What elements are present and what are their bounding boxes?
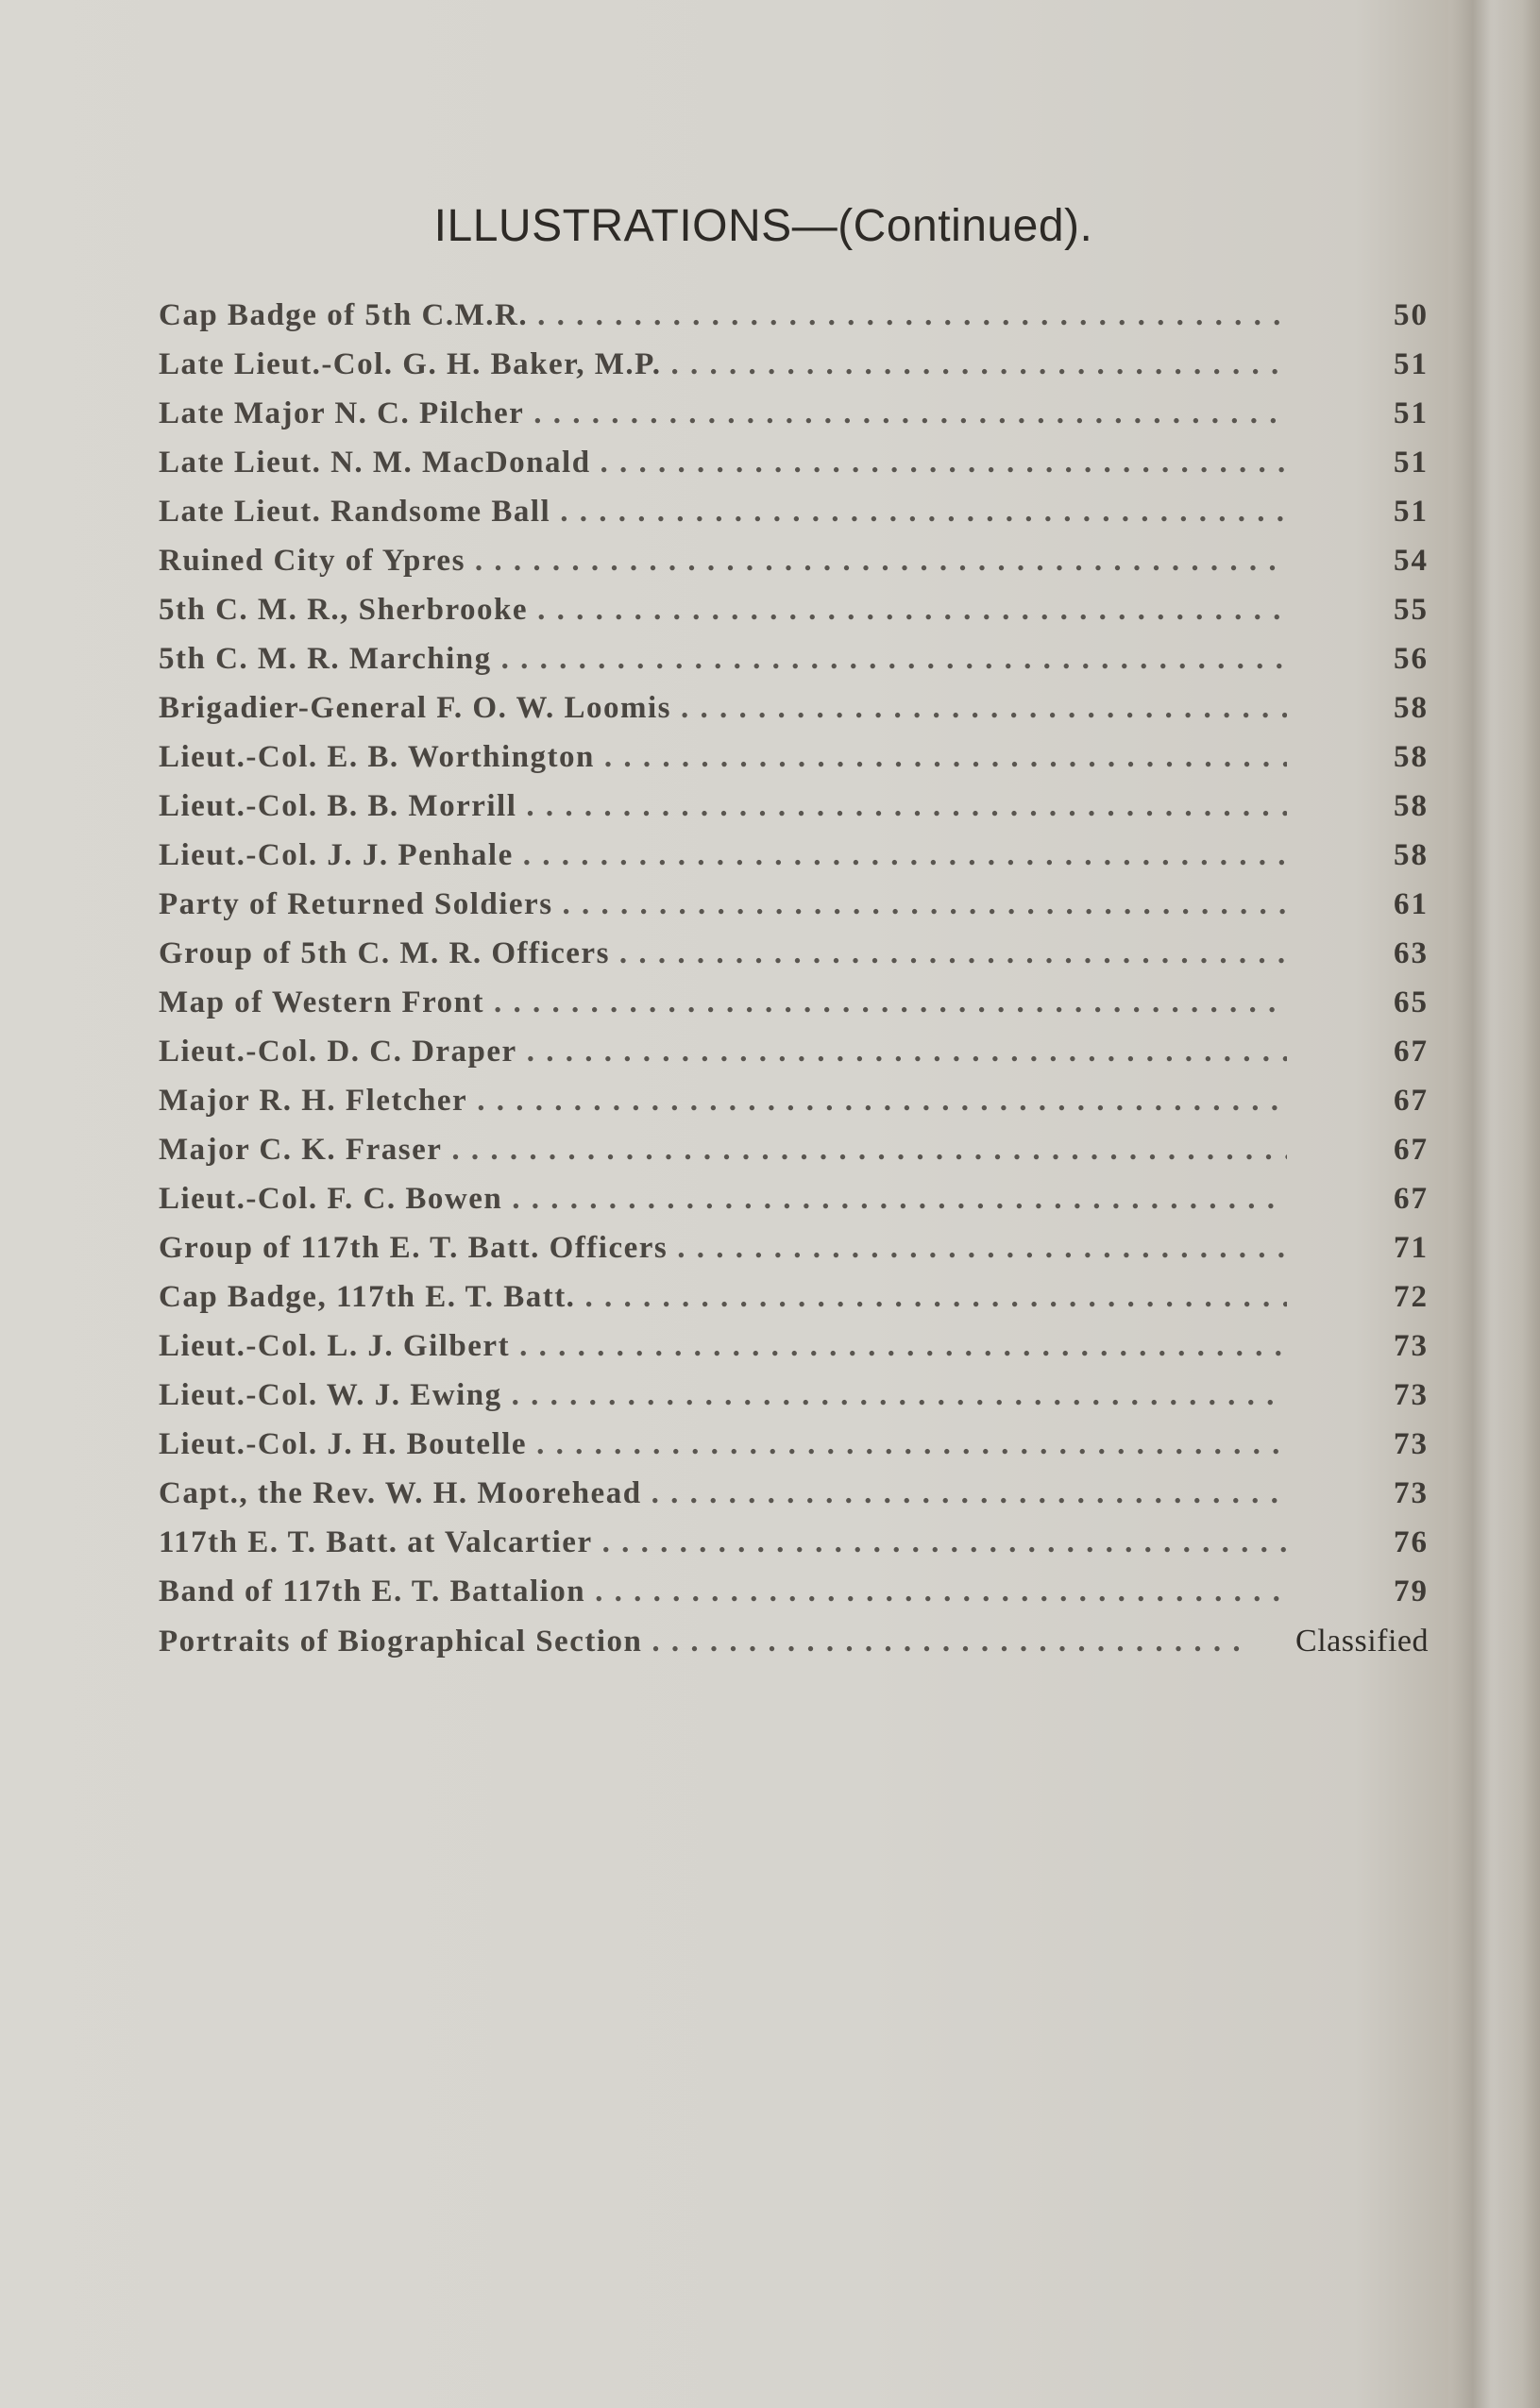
dot-leader (595, 1574, 1287, 1609)
dot-leader (537, 593, 1287, 628)
list-item (159, 347, 1429, 396)
entry-label: Late Lieut.-Col. G. H. Baker, M.P. (159, 347, 662, 381)
entry-page-number: 67 (1394, 1084, 1429, 1118)
entry-page-number: 79 (1394, 1574, 1429, 1608)
list-item (159, 446, 1429, 495)
list-item (159, 1182, 1429, 1231)
entry-page-number: 65 (1394, 985, 1429, 1019)
list-item (159, 1231, 1429, 1280)
entry-label: Lieut.-Col. L. J. Gilbert (159, 1329, 511, 1363)
entry-label: Brigadier-General F. O. W. Loomis (159, 691, 671, 725)
entry-label: Lieut.-Col. J. J. Penhale (159, 838, 514, 872)
entry-page-number: 51 (1394, 495, 1429, 529)
entry-label: Map of Western Front (159, 985, 484, 1019)
list-item (159, 593, 1429, 642)
list-item (159, 1476, 1429, 1525)
list-item (159, 985, 1429, 1035)
entry-label: Cap Badge of 5th C.M.R. (159, 298, 529, 332)
entry-label: Group of 5th C. M. R. Officers (159, 936, 610, 970)
dot-leader (451, 1133, 1287, 1168)
entry-page-number: 58 (1394, 740, 1429, 774)
entry-page-number: 73 (1394, 1329, 1429, 1363)
dot-leader (533, 396, 1287, 431)
entry-page-number: 50 (1394, 298, 1429, 332)
dot-leader (475, 544, 1287, 579)
dot-leader (652, 1625, 1249, 1659)
dot-leader (560, 495, 1287, 530)
dot-leader (652, 1476, 1287, 1511)
list-item (159, 396, 1429, 446)
list-item (159, 1378, 1429, 1427)
list-item (159, 1427, 1429, 1476)
entry-page-number: 73 (1394, 1378, 1429, 1412)
list-item (159, 544, 1429, 593)
entry-page-number: 58 (1394, 838, 1429, 872)
entry-label: Major C. K. Fraser (159, 1133, 443, 1167)
dot-leader (477, 1084, 1287, 1119)
entry-label: Late Major N. C. Pilcher (159, 396, 525, 430)
list-item (159, 298, 1429, 347)
dot-leader (601, 446, 1287, 480)
entry-page-number: 73 (1394, 1476, 1429, 1510)
entry-page-number: 61 (1394, 887, 1429, 921)
dot-leader (563, 887, 1287, 922)
entry-page-number: 76 (1394, 1525, 1429, 1559)
list-item (159, 1574, 1429, 1624)
list-item (159, 887, 1429, 936)
entry-page-number: 71 (1394, 1231, 1429, 1265)
entry-label: Late Lieut. N. M. MacDonald (159, 446, 591, 480)
entry-page-number: 73 (1394, 1427, 1429, 1461)
entry-page-number: 51 (1394, 347, 1429, 381)
dot-leader (619, 936, 1287, 971)
dot-leader (584, 1280, 1287, 1315)
entry-label: 117th E. T. Batt. at Valcartier (159, 1525, 593, 1559)
list-item (159, 691, 1429, 740)
entry-label: Lieut.-Col. E. B. Worthington (159, 740, 595, 774)
dot-leader (537, 298, 1287, 333)
entry-label: Lieut.-Col. F. C. Bowen (159, 1182, 503, 1216)
dot-leader (512, 1182, 1287, 1217)
entry-page-number: 72 (1394, 1280, 1429, 1314)
dot-leader (527, 1035, 1287, 1069)
entry-page-number: 63 (1394, 936, 1429, 970)
illustrations-list (159, 298, 1429, 1673)
entry-label: Portraits of Biographical Section (159, 1625, 643, 1659)
dot-leader (604, 740, 1287, 775)
list-item (159, 495, 1429, 544)
entry-label: Ruined City of Ypres (159, 544, 465, 578)
list-item (159, 642, 1429, 691)
dot-leader (536, 1427, 1287, 1462)
entry-label: Major R. H. Fletcher (159, 1084, 468, 1118)
list-item (159, 1624, 1429, 1673)
dot-leader (681, 691, 1287, 726)
entry-page-number: 58 (1394, 789, 1429, 823)
entry-page-number: 55 (1394, 593, 1429, 627)
entry-label: 5th C. M. R., Sherbrooke (159, 593, 529, 627)
dot-leader (602, 1525, 1287, 1560)
list-item (159, 1035, 1429, 1084)
list-item (159, 1280, 1429, 1329)
entry-page-number: 51 (1394, 446, 1429, 480)
dot-leader (519, 1329, 1287, 1364)
entry-page-number: 54 (1394, 544, 1429, 578)
entry-page-number: 51 (1394, 396, 1429, 430)
entry-label: Lieut.-Col. B. B. Morrill (159, 789, 517, 823)
list-item (159, 1084, 1429, 1133)
entry-label: Party of Returned Soldiers (159, 887, 553, 921)
dot-leader (501, 642, 1287, 677)
entry-page-number: 67 (1394, 1133, 1429, 1167)
entry-label: Band of 117th E. T. Battalion (159, 1574, 586, 1608)
dot-leader (526, 789, 1287, 824)
list-item (159, 789, 1429, 838)
dot-leader (523, 838, 1287, 873)
entry-label: 5th C. M. R. Marching (159, 642, 492, 676)
entry-page-number: Classified (1295, 1624, 1429, 1659)
entry-label: Cap Badge, 117th E. T. Batt. (159, 1280, 576, 1314)
entry-label: Lieut.-Col. J. H. Boutelle (159, 1427, 528, 1461)
entry-label: Group of 117th E. T. Batt. Officers (159, 1231, 668, 1265)
dot-leader (494, 985, 1287, 1020)
list-item (159, 740, 1429, 789)
dot-leader (512, 1378, 1287, 1413)
dot-leader (677, 1231, 1287, 1266)
entry-label: Lieut.-Col. D. C. Draper (159, 1035, 517, 1069)
list-item (159, 936, 1429, 985)
entry-label: Capt., the Rev. W. H. Moorehead (159, 1476, 642, 1510)
list-item (159, 1133, 1429, 1182)
page-edge-shadow (1450, 0, 1540, 2408)
list-item (159, 838, 1429, 887)
entry-page-number: 67 (1394, 1182, 1429, 1216)
list-item (159, 1329, 1429, 1378)
page-title: ILLUSTRATIONS—(Continued). (433, 201, 1093, 251)
dot-leader (671, 347, 1287, 382)
entry-label: Late Lieut. Randsome Ball (159, 495, 551, 529)
list-item (159, 1525, 1429, 1574)
entry-page-number: 58 (1394, 691, 1429, 725)
entry-page-number: 56 (1394, 642, 1429, 676)
entry-label: Lieut.-Col. W. J. Ewing (159, 1378, 502, 1412)
entry-page-number: 67 (1394, 1035, 1429, 1069)
